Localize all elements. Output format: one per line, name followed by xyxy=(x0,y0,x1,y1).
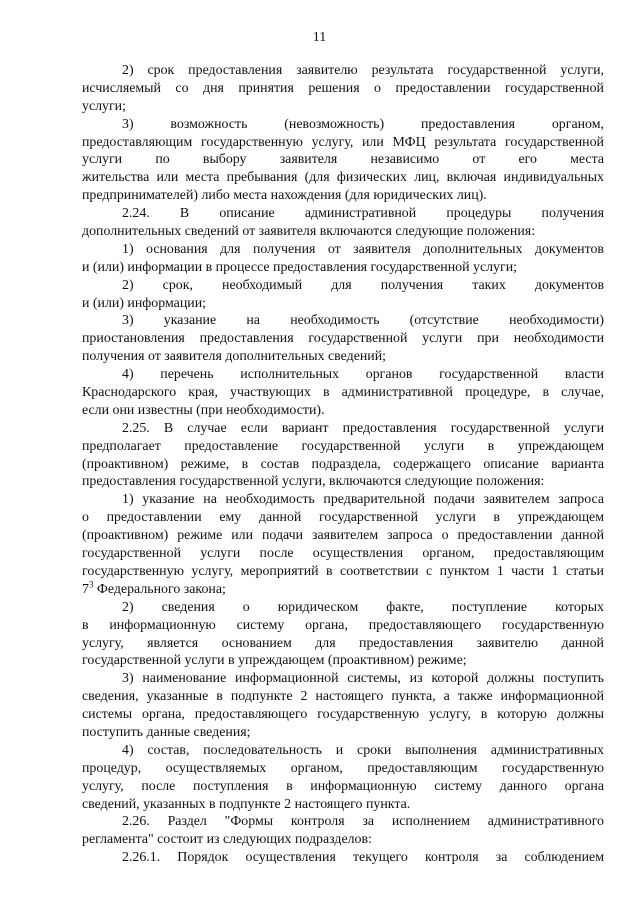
text-line: 4) состав, последовательность и сроки выполнения административных xyxy=(122,742,604,758)
paragraph xyxy=(82,62,604,116)
text-line: услуги по выбору заявителя независимо от его места xyxy=(82,152,604,168)
paragraph xyxy=(82,241,604,277)
text-line: 4) перечень исполнительных органов государственной власти xyxy=(122,367,604,383)
text-line: государственной услуги после осуществления органом, предоставляющим xyxy=(82,546,604,562)
text-line: жительства или места пребывания (для физических лиц, включая индивидуальных xyxy=(82,170,604,186)
text-line: 2) срок предоставления заявителю результата государственной услуги, xyxy=(122,63,604,78)
article-number: 7 xyxy=(82,581,89,597)
text-line: 2) срок, необходимый для получения таких документов xyxy=(122,277,604,293)
paragraph xyxy=(82,420,604,492)
text-line: услугу, является основанием для предоставления заявителю данной xyxy=(82,635,604,651)
paragraph xyxy=(82,849,604,867)
text-line: поступить данные сведения; xyxy=(82,724,251,740)
text-line: услугу, после поступления в информационную систему данного органа xyxy=(82,778,604,794)
paragraph xyxy=(82,277,604,313)
paragraph xyxy=(82,116,604,205)
text-line: предоставляющим государственную услугу, или МФЦ результата государственной xyxy=(82,134,604,150)
text-line: государственную услугу, мероприятий в соответствии с пунктом 1 части 1 статьи xyxy=(82,563,604,579)
text-line: 1) указание на необходимость предварительной подачи заявителем запроса xyxy=(122,492,604,508)
text-line: 3) указание на необходимость (отсутствие необходимости) xyxy=(122,313,604,329)
text-line: предполагает предоставление государственной услуги в упреждающем xyxy=(82,438,604,454)
text-line: (проактивном) режиме, в состав подраздела, содержащего описание варианта xyxy=(82,456,604,472)
text-line: услуги; xyxy=(82,98,126,114)
text-line: 2.25. В случае если вариант предоставления государственной услуги xyxy=(122,420,604,436)
text-line: государственной услуги в упреждающем (проактивном) режиме; xyxy=(82,653,467,669)
text-line: 2.24. В описание административной процедуры получения xyxy=(122,206,604,222)
text-line xyxy=(82,581,604,599)
text-line: если они известны (при необходимости). xyxy=(82,402,325,418)
text-line: приостановления предоставления государственной услуги при необходимости xyxy=(82,331,604,347)
text-line: 3) возможность (невозможность) предоставления органом, xyxy=(122,116,604,132)
paragraph xyxy=(82,742,604,814)
paragraph xyxy=(82,491,604,598)
text-line: получения от заявителя дополнительных сведений; xyxy=(82,349,387,365)
text-line: предпринимателей) либо места нахождения (для юридических лиц). xyxy=(82,188,487,204)
page-number: 11 xyxy=(312,30,327,45)
text-line: и (или) информации в процессе предоставления государственной услуги; xyxy=(82,259,517,275)
text-line: предоставления государственной услуги, включаются следующие положения: xyxy=(82,474,545,490)
paragraph xyxy=(82,366,604,420)
text-line: 2) сведения о юридическом факте, поступление которых xyxy=(122,599,604,615)
text-line: Краснодарского края, участвующих в административной процедуре, в случае, xyxy=(82,385,604,401)
text-line: дополнительных сведений от заявителя включаются следующие положения: xyxy=(82,224,536,240)
text-line: 1) основания для получения от заявителя дополнительных документов xyxy=(122,241,604,257)
text-line: (проактивном) режиме или подачи заявителем запроса о предоставлении данной xyxy=(82,528,604,544)
text-line: системы органа, предоставляющего государственную услугу, в которую должны xyxy=(82,707,604,723)
paragraph xyxy=(82,670,604,742)
text-line: о предоставлении ему данной государственной услуги в упреждающем xyxy=(82,510,604,526)
paragraph xyxy=(82,205,604,241)
text-line: и (или) информации; xyxy=(82,295,206,311)
paragraph xyxy=(82,599,604,671)
text-line: сведений, указанных в подпункте 2 настоящего пункта. xyxy=(82,796,411,812)
text-line: в информационную систему органа, предоставляющего государственную xyxy=(82,617,604,633)
text-line: 2.26.1. Порядок осуществления текущего контроля за соблюдением xyxy=(122,850,604,866)
superscript: 3 xyxy=(88,579,94,590)
document-body xyxy=(82,62,604,867)
text-line: 3) наименование информационной системы, из которой должны поступить xyxy=(122,671,604,687)
text-line: регламента" состоит из следующих подразделов: xyxy=(82,832,372,848)
text-line: 2.26. Раздел "Формы контроля за исполнением административного xyxy=(122,814,604,830)
text-line: исчисляемый со дня принятия решения о предоставлении государственной xyxy=(82,80,604,96)
paragraph xyxy=(82,813,604,849)
paragraph xyxy=(82,312,604,366)
text-line: процедур, осуществляемых органом, предоставляющим государственную xyxy=(82,760,604,776)
text-fragment: Федерального закона; xyxy=(93,581,226,597)
text-line: сведения, указанные в подпункте 2 настоящего пункта, а также информационной xyxy=(82,689,604,705)
